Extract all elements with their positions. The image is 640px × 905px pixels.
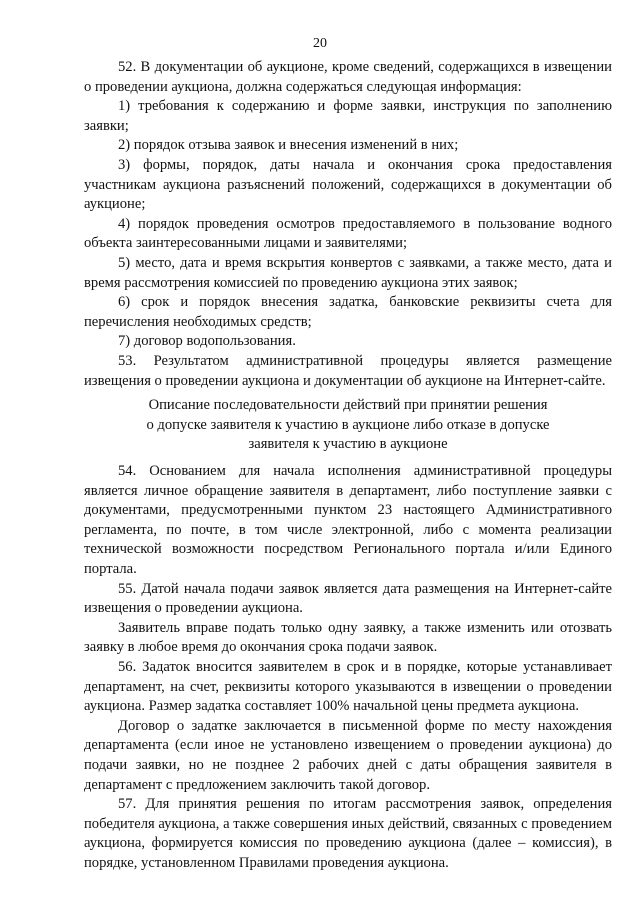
heading-line-3: заявителя к участию в аукционе (248, 436, 448, 453)
heading-line-2: о допуске заявителя к участию в аукционе либо отказе в допуске (146, 416, 550, 433)
paragraph-55: 55. Датой начала подачи заявок является дата размещения на Интернет-сайте извещения о проведении аукциона. (84, 580, 612, 617)
paragraph-52: 52. В документации об аукционе, кроме сведений, содержащихся в извещении о проведении аукциона, должна содержаться следующая информация: (84, 59, 612, 95)
list-item-4: 4) порядок проведения осмотров предоставляемого в пользование водного объекта заинтересованными лицами и заявителями; (84, 215, 612, 252)
paragraph-54: 54. Основанием для начала исполнения административной процедуры является личное обращение заявителя в департамент, либо поступление заявки с документами, предусмотренными пунктом 23 настоящего Административного регламента, по почте, в том числе электронной, либо с момента реализации технической возможности посредством Регионального портала и/или Единого портала. (84, 463, 612, 577)
list-item-2: 2) порядок отзыва заявок и внесения изменений в них; (118, 137, 459, 154)
page-number: 20 (313, 36, 327, 51)
paragraph-57: 57. Для принятия решения по итогам рассмотрения заявок, определения победителя аукциона, а также совершения иных действий, связанных с проведением аукциона, формируется комиссия по проведению аукциона (далее – комиссия), в порядке, установленном Правилами проведения аукциона. (84, 796, 612, 871)
section-heading (84, 396, 612, 455)
heading-line-1: Описание последовательности действий при принятии решения (148, 397, 548, 413)
list-item-3: 3) формы, порядок, даты начала и окончания срока предоставления участникам аукциона разъяснений положений, содержащихся в документации об аукционе; (84, 156, 612, 213)
paragraph-53: 53. Результатом административной процедуры является размещение извещения о проведении аукциона и документации об аукционе на Интернет-сайте. (84, 352, 612, 389)
section-auction-documentation (84, 58, 612, 391)
paragraph-one-application: Заявитель вправе подать только одну заявку, а также изменить или отозвать заявку в любое время до окончания срока подачи заявок. (84, 619, 612, 656)
list-item-5: 5) место, дата и время вскрытия конвертов с заявками, а также место, дата и время рассмотрения комиссией по проведению аукциона этих заявок; (84, 254, 612, 291)
list-item-6: 6) срок и порядок внесения задатка, банковские реквизиты счета для перечисления необходимых средств; (84, 294, 612, 330)
paragraph-56: 56. Задаток вносится заявителем в срок и в порядке, которые устанавливает департамент, на счет, реквизиты которого указываются в извещении о проведении аукциона. Размер задатка составляет 100% начальной цены предмета аукциона. (84, 658, 612, 715)
paragraph-deposit-agreement: Договор о задатке заключается в письменной форме по месту нахождения департамента (если иное не установлено извещением о проведении аукциона) до подачи заявки, но не позднее 2 рабочих дней с даты обращения заявителя в департамент с предложением заключить такой договор. (84, 717, 612, 793)
section-admission-decision (84, 462, 612, 873)
list-item-7: 7) договор водопользования. (118, 333, 296, 350)
list-item-1: 1) требования к содержанию и форме заявки, инструкция по заполнению заявки; (84, 98, 612, 134)
